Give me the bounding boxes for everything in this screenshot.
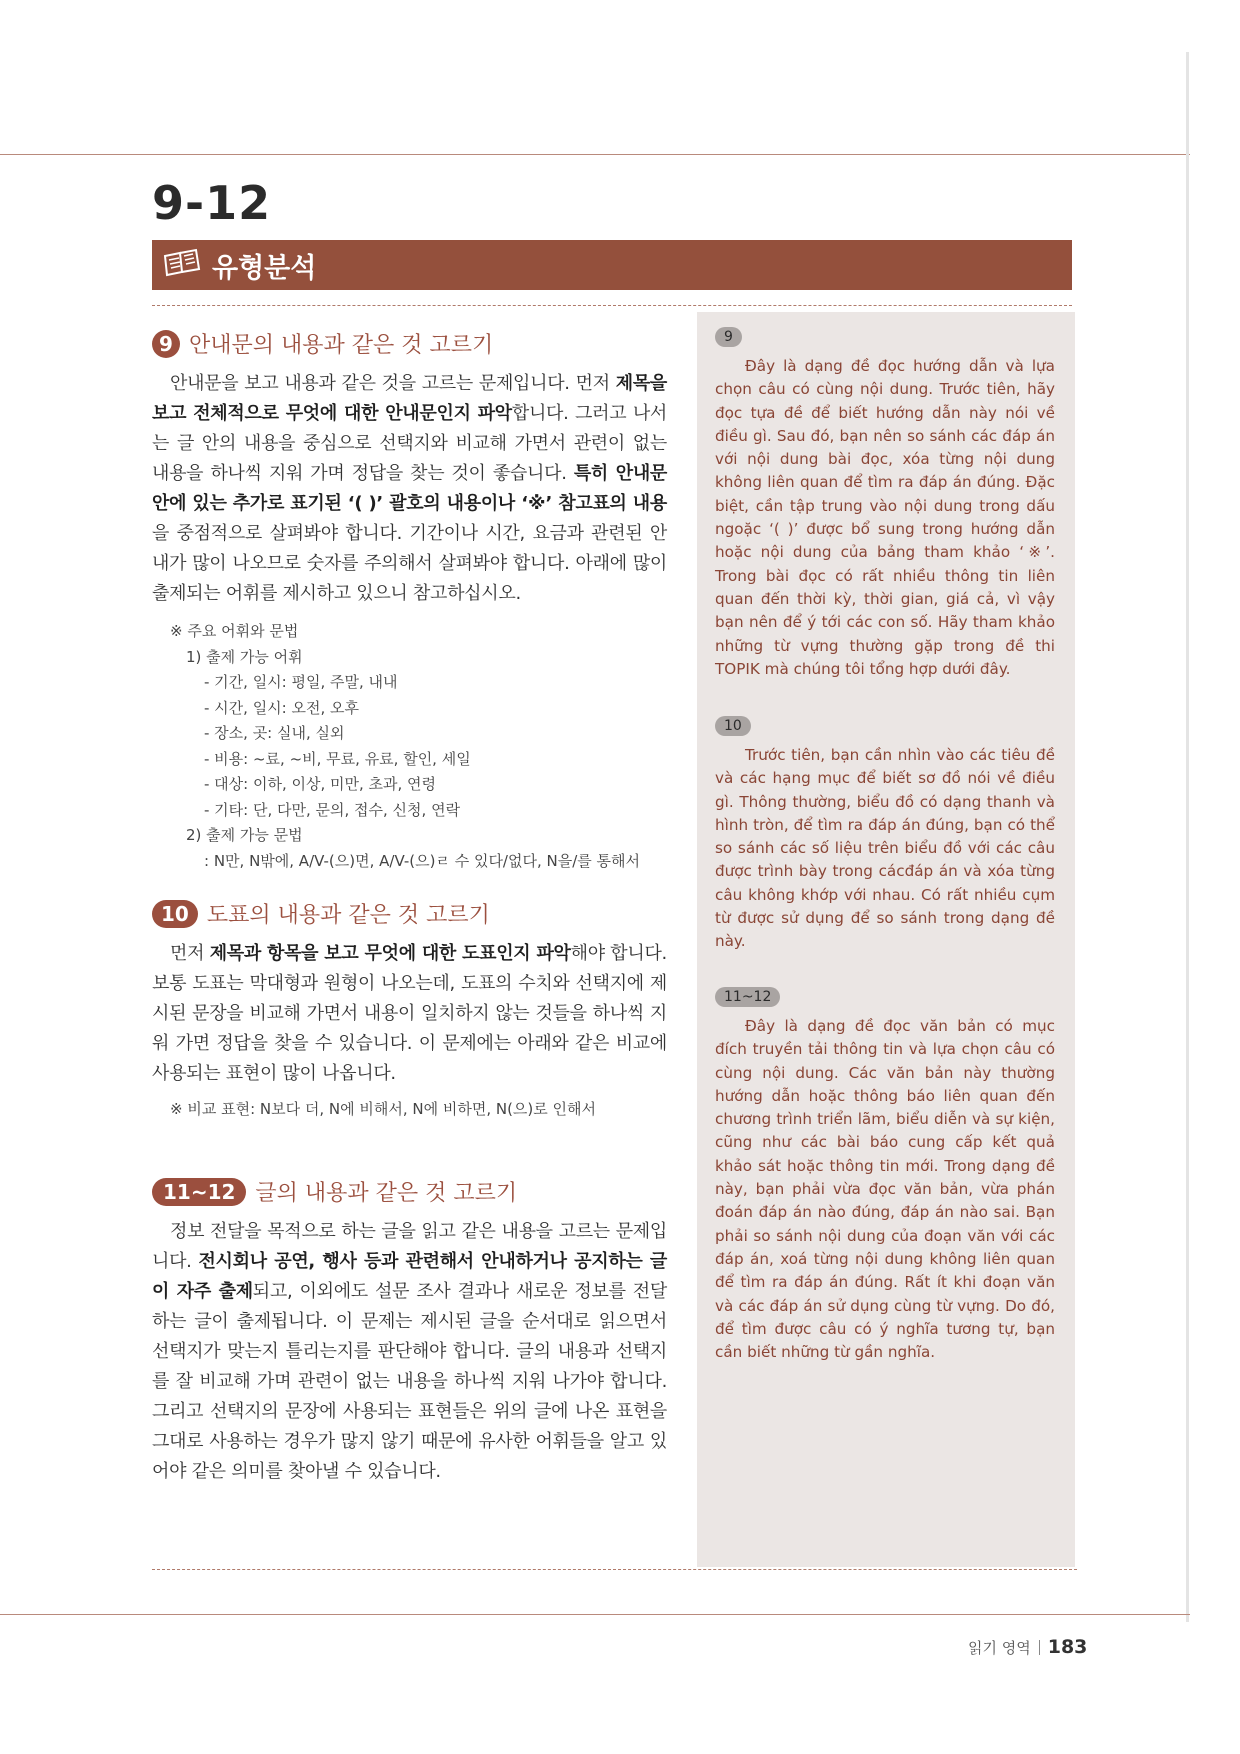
note-line: 2) 출제 가능 문법	[186, 826, 303, 844]
sidebar-badge: 11~12	[715, 987, 780, 1007]
section-badge: 11~12	[152, 1178, 246, 1206]
section-banner	[152, 240, 1072, 290]
note-line: : N만, N밖에, A/V-(으)면, A/V-(으)ㄹ 수 있다/없다, N을/를 통해서	[204, 851, 640, 870]
note-line: - 기간, 일시: 평일, 주말, 내내	[204, 673, 398, 691]
sidebar-text: Đây là dạng đề đọc văn bản có mục đích truyền tải thông tin và lựa chọn câu có cùng nội dung. Các văn bản này thường hướng dẫn hoặc thông báo liên quan đến chương trình triển lãm, biểu diễn và sự kiện, cũng như các bài báo cung cấp kết quả khảo sát hoặc thông tin mới. Trong dạng đề này, bạn phải vừa đọc văn bản, vừa phán đoán đáp án nào đúng, đáp án nào sai. Bạn phải so sánh nội dung của đoạn văn với các đáp án, xoá từng nội dung không liên quan để tìm ra đáp án đúng. Rất ít khi đoạn văn và các đáp án sử dụng cùng từ vựng. Do đó, để tìm được câu có ý nghĩa tương tự, bạn cần biết những từ gần nghĩa.	[715, 1017, 1055, 1362]
section-title: 도표의 내용과 같은 것 고르기	[206, 903, 490, 928]
section-heading	[152, 328, 667, 359]
top-rule	[0, 154, 1190, 155]
sidebar-text: Trước tiên, bạn cần nhìn vào các tiêu đề và các hạng mục để biết sơ đồ nói về điều gì. Thông thường, biểu đồ có dạng thanh và hình tròn, để tìm ra đáp án đúng, bạn có thể so sánh các số liệu trên biểu đồ với các câu được trình bày trong cácđáp án và xóa từng câu không khớp với nhau. Có rất nhiều cụm từ được sử dụng để so sánh trong dạng đề này.	[715, 746, 1055, 951]
bottom-rule	[0, 1614, 1190, 1615]
section-heading	[152, 898, 667, 929]
note-line: - 비용: ~료, ~비, 무료, 유료, 할인, 세일	[204, 749, 471, 768]
section-body: 안내문을 보고 내용과 같은 것을 고르는 문제입니다. 먼저 제목을 보고 전체적으로 무엇에 대한 안내문인지 파악합니다. 그러고 나서는 글 안의 내용을 중심으로 선택지와 비교해 가면서 관련이 없는 내용을 하나씩 지워 가며 정답을 찾는 것이 좋습니다. 특히 안내문 안에 있는 추가로 표기된 ‘( )’ 괄호의 내용이나 ‘※’ 참고표의 내용을 중점적으로 살펴봐야 합니다. 기간이나 시간, 요금과 관련된 안내가 많이 나오므로 숫자를 주의해서 살펴봐야 합니다. 아래에 많이 출제되는 어휘를 제시하고 있으니 참고하십시오.	[152, 373, 667, 604]
section-badge: 10	[152, 900, 198, 928]
page-number: 183	[1047, 1636, 1088, 1658]
footer-section: 읽기 영역	[968, 1638, 1031, 1657]
dashed-divider-bottom	[152, 1569, 1077, 1570]
section-heading	[152, 1176, 667, 1207]
section-title: 글의 내용과 같은 것 고르기	[255, 1181, 518, 1206]
note-line: ※ 주요 어휘와 문법	[170, 622, 299, 640]
page-footer	[968, 1636, 1087, 1658]
note-line: - 시간, 일시: 오전, 오후	[204, 698, 359, 717]
sidebar-block-11-12	[715, 986, 1055, 1364]
section-badge: 9	[152, 330, 180, 358]
chapter-number: 9-12	[152, 176, 272, 230]
note-line: - 대상: 이하, 이상, 미만, 초과, 연령	[204, 775, 437, 793]
note-line: - 기타: 단, 다만, 문의, 접수, 신청, 연락	[204, 800, 461, 819]
footer-separator	[1039, 1640, 1040, 1655]
section-body: 먼저 제목과 항목을 보고 무엇에 대한 도표인지 파악해야 합니다. 보통 도표는 막대형과 원형이 나오는데, 도표의 수치와 선택지에 제시된 문장을 비교해 가면서 내용이 일치하지 않는 것들을 하나씩 지워 가면 정답을 찾을 수 있습니다. 이 문제에는 아래와 같은 비교에 사용되는 표현이 많이 나옵니다.	[152, 943, 667, 1084]
banner-title: 유형분석	[212, 252, 317, 284]
note-line: - 장소, 곳: 실내, 실외	[204, 724, 345, 742]
section-11-12	[152, 1176, 667, 1487]
sidebar-block-9	[715, 326, 1055, 681]
section-10	[152, 898, 667, 1123]
sidebar-block-10	[715, 715, 1055, 954]
dashed-divider-top	[152, 305, 1072, 306]
section-body: 정보 전달을 목적으로 하는 글을 읽고 같은 내용을 고르는 문제입니다. 전시회나 공연, 행사 등과 관련해서 안내하거나 공지하는 글이 자주 출제되고, 이외에도 설문 조사 결과나 새로운 정보를 전달하는 글이 출제됩니다. 이 문제는 제시된 글을 순서대로 읽으면서 선택지가 맞는지 틀리는지를 판단해야 합니다. 글의 내용과 선택지를 잘 비교해 가며 관련이 없는 내용을 하나씩 지워 나가야 합니다. 그리고 선택지의 문장에 사용되는 표현들은 위의 글에 나온 표현을 그대로 사용하는 경우가 많지 않기 때문에 유사한 어휘들을 알고 있어야 같은 의미를 찾아낼 수 있습니다.	[152, 1221, 667, 1482]
sidebar-badge: 9	[715, 327, 742, 347]
book-icon	[162, 248, 202, 282]
sidebar-text: Đây là dạng đề đọc hướng dẫn và lựa chọn câu có cùng nội dung. Trước tiên, hãy đọc tựa đề để biết hướng dẫn này nói về điều gì. Sau đó, bạn nên so sánh các đáp án với nội dung bài đọc, xóa từng nội dung không liên quan để tìm ra đáp án đúng. Đặc biệt, cần tập trung vào nội dung trong dấu ngoặc ‘( )’ được bổ sung trong hướng dẫn hoặc nội dung của bảng tham khảo ‘※’. Trong bài đọc có rất nhiều thông tin liên quan đến thời kỳ, thời gian, giá cả, vì vậy bạn nên để ý tới các con số. Hãy tham khảo những từ vựng thường gặp trong đề thi TOPIK mà chúng tôi tổng hợp dưới đây.	[715, 357, 1055, 678]
sidebar-badge: 10	[715, 716, 751, 736]
note-line: 1) 출제 가능 어휘	[186, 647, 303, 666]
section-title: 안내문의 내용과 같은 것 고르기	[189, 333, 494, 358]
section-9	[152, 328, 667, 874]
comparison-note	[152, 1097, 667, 1123]
note-line: ※ 비교 표현: N보다 더, N에 비해서, N에 비하면, N(으)로 인해서	[170, 1100, 596, 1118]
vocab-notes	[152, 619, 667, 874]
page-edge	[1186, 52, 1189, 1622]
